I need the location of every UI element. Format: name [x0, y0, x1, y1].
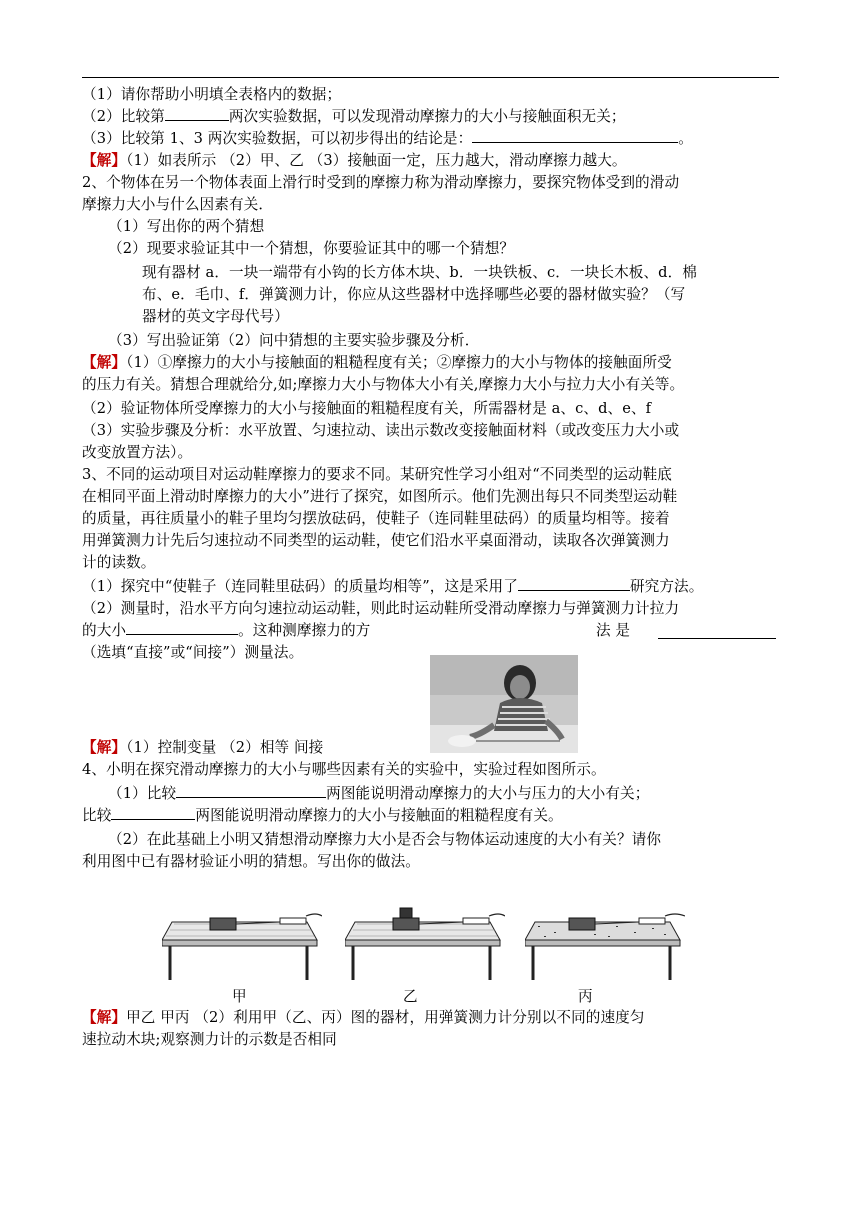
answer-blank: [472, 128, 678, 143]
answer-blank: [126, 620, 238, 635]
text-line: 比较 两图能说明滑动摩擦力的大小与接触面的粗糙程度有关。: [82, 807, 563, 824]
text-line: 器材的英文字母代号）: [142, 308, 289, 325]
answer-blank: [518, 576, 630, 591]
figure-jia: [162, 900, 322, 984]
text-line: 摩擦力大小与什么因素有关．: [82, 196, 274, 213]
text-line: （3）实验步骤及分析：水平放置、匀速拉动、读出示数改变接触面材料（或改变压力大小或: [82, 422, 680, 439]
figure-bing: [525, 900, 685, 984]
text-line: （选填“直接”或“间接”）测量法。: [82, 644, 304, 661]
text-line: 计的读数。: [82, 554, 156, 571]
text-line: （1）探究中“使鞋子（连同鞋里砝码）的质量均相等”，这是采用了 研究方法。: [82, 578, 704, 595]
text-line: （2）比较第 两次实验数据，可以发现滑动摩擦力的大小与接触面积无关；: [82, 108, 626, 125]
answer-blank: [165, 106, 229, 121]
text-line: 的压力有关。猜想合理就给分,如;摩擦力大小与物体大小有关,摩擦力大小与拉力大小有关等。: [82, 376, 685, 393]
figure-label-bing: 丙: [578, 988, 593, 1005]
answer-blank: [176, 783, 326, 798]
header-rule: [82, 77, 779, 78]
answer-blank: [658, 624, 776, 639]
figure-label-jia: 甲: [232, 988, 247, 1005]
text-line: 在相同平面上滑动时摩擦力的大小”进行了探究，如图所示。他们先测出每只不同类型运动鞋: [82, 488, 678, 505]
text-line: 现有器材 a．一块一端带有小钩的长方体木块、b．一块铁板、c．一块长木板、d．棉: [142, 264, 697, 281]
text-line: 4、小明在探究滑动摩擦力的大小与哪些因素有关的实验中，实验过程如图所示。: [82, 761, 606, 778]
figure-label-yi: 乙: [403, 988, 418, 1005]
text-line: 法 是: [596, 622, 631, 639]
text-line: （1）写出你的两个猜想: [108, 218, 265, 235]
text-line: 速拉动木块;观察测力计的示数是否相同: [82, 1031, 337, 1048]
text-line: 3、不同的运动项目对运动鞋摩擦力的要求不同。某研究性学习小组对“不同类型的运动鞋底: [82, 466, 673, 483]
text-line: 利用图中已有器材验证小明的猜想。写出你的做法。: [82, 853, 420, 870]
figure-yi: [345, 900, 505, 984]
answer-line: 【解】（1）①摩擦力的大小与接触面的粗糙程度有关；②摩擦力的大小与物体的接触面所受: [82, 354, 672, 371]
text-line: （3）比较第 1、3 两次实验数据，可以初步得出的结论是： 。: [82, 130, 693, 147]
text-line: （2）在此基础上小明又猜想滑动摩擦力大小是否会与物体运动速度的大小有关？请你: [108, 831, 662, 848]
answer-line: 【解】甲乙 甲丙 （2）利用甲（乙、丙）图的器材，用弹簧测力计分别以不同的速度匀: [82, 1009, 645, 1026]
text-line: 布、e．毛巾、f．弹簧测力计，你应从这些器材中选择哪些必要的器材做实验？（写: [142, 286, 686, 303]
text-line: （2）现要求验证其中一个猜想，你要验证其中的哪一个猜想？: [108, 240, 515, 257]
answer-blank: [111, 805, 195, 820]
text-line: （1）请你帮助小明填全表格内的数据；: [82, 86, 342, 103]
text-line: 的大小 。这种测摩擦力的方: [82, 622, 371, 639]
text-line: 用弹簧测力计先后匀速拉动不同类型的运动鞋，使它们沿水平桌面滑动，读取各次弹簧测力: [82, 532, 670, 549]
answer-line: 【解】（1）如表所示 （2）甲、乙 （3）接触面一定，压力越大，滑动摩擦力越大。: [82, 152, 627, 169]
text-line: （2）测量时，沿水平方向匀速拉动运动鞋，则此时运动鞋所受滑动摩擦力与弹簧测力计拉力: [82, 600, 680, 617]
text-line: （3）写出验证第（2）问中猜想的主要实验步骤及分析．: [108, 332, 480, 349]
answer-line: 【解】（1）控制变量 （2）相等 间接: [82, 739, 324, 756]
text-line: （2）验证物体所受摩擦力的大小与接触面的粗糙程度有关，所需器材是 a、c、d、e、f: [82, 400, 652, 417]
text-line: （1）比较 两图能说明滑动摩擦力的大小与压力的大小有关；: [108, 785, 650, 802]
text-line: 改变放置方法）。: [82, 444, 193, 461]
text-line: 2、个物体在另一个物体表面上滑行时受到的摩擦力称为滑动摩擦力，要探究物体受到的滑动: [82, 174, 680, 191]
text-line: 的质量，再往质量小的鞋子里均匀摆放砝码，使鞋子（连同鞋里砝码）的质量均相等。接着: [82, 510, 670, 527]
